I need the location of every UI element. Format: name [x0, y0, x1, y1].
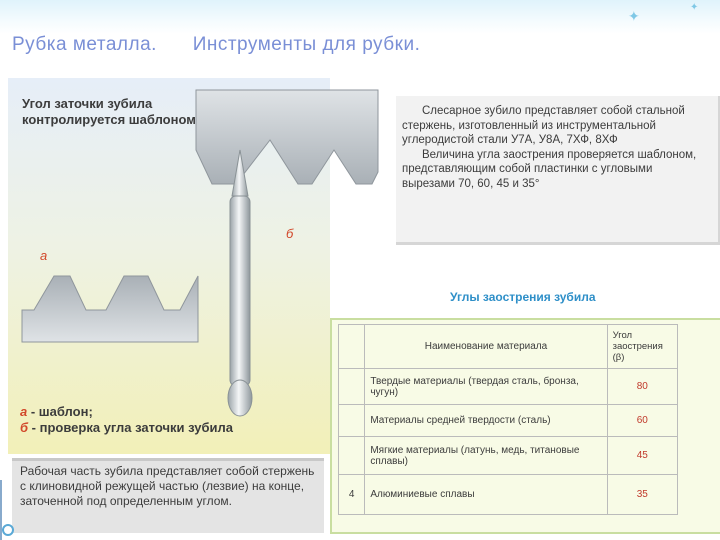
- header-angle: Угол заострения (β): [607, 325, 677, 369]
- legend-line-a: [20, 404, 320, 420]
- working-part-description: Рабочая часть зубила представляет собой стержень с клиновидной режущей частью (лезвие) на конце, заточенной под определенным углом.: [20, 464, 315, 508]
- row-material: Твердые материалы (твердая сталь, бронза, чугун): [365, 369, 607, 405]
- table-row: [339, 405, 678, 437]
- table-row: [339, 475, 678, 515]
- legend-text-a: - шаблон;: [27, 404, 93, 419]
- sparkle-icon: ✦: [690, 2, 699, 13]
- row-num: [339, 405, 365, 437]
- row-angle: 60: [607, 405, 677, 437]
- table-header-row: [339, 325, 678, 369]
- sparkle-icon: ✦: [628, 8, 640, 24]
- description-text: [402, 104, 702, 191]
- figure-legend: [20, 404, 320, 436]
- row-num: [339, 369, 365, 405]
- legend-text-b: - проверка угла заточки зубила: [28, 420, 233, 435]
- legend-marker-a: а: [20, 404, 28, 419]
- title-part-1: Рубка металла.: [12, 34, 157, 55]
- table-row: [339, 437, 678, 475]
- angle-check-paragraph: Величина угла заострения проверяется шаблоном, представляющим собой пластинки с угловыми вырезами 70, 60, 45 и 35°: [402, 148, 697, 190]
- label-b: б: [286, 226, 294, 241]
- chisel-material-paragraph: Слесарное зубило представляет собой стальной стержень, изготовленный из инструментальной углеродистой стали У7А, У8А, 7ХФ, 8ХФ: [402, 105, 685, 146]
- corner-circle-icon: [2, 524, 14, 536]
- row-angle: 45: [607, 437, 677, 475]
- legend-line-b: [20, 420, 320, 436]
- row-material: Мягкие материалы (латунь, медь, титановые сплавы): [365, 437, 607, 475]
- table-title: Углы заострения зубила: [450, 290, 596, 304]
- row-num: [339, 437, 365, 475]
- template-caption: Угол заточки зубила контролируется шаблоном: [22, 96, 196, 127]
- sharpening-angles-table: [338, 324, 678, 515]
- title-part-2: Инструменты для рубки.: [192, 34, 421, 55]
- row-num: 4: [339, 475, 365, 515]
- table-row: [339, 369, 678, 405]
- template-plate-upper: [196, 90, 378, 184]
- legend-marker-b: б: [20, 420, 29, 435]
- row-material: Материалы средней твердости (сталь): [365, 405, 607, 437]
- row-material: Алюминиевые сплавы: [365, 475, 607, 515]
- label-a: а: [40, 248, 48, 263]
- template-plate-lower: [22, 276, 198, 342]
- row-angle: 80: [607, 369, 677, 405]
- chisel-body: [230, 196, 250, 386]
- header-num-cell: [339, 325, 365, 369]
- header-material: Наименование материала: [365, 325, 607, 369]
- row-angle: 35: [607, 475, 677, 515]
